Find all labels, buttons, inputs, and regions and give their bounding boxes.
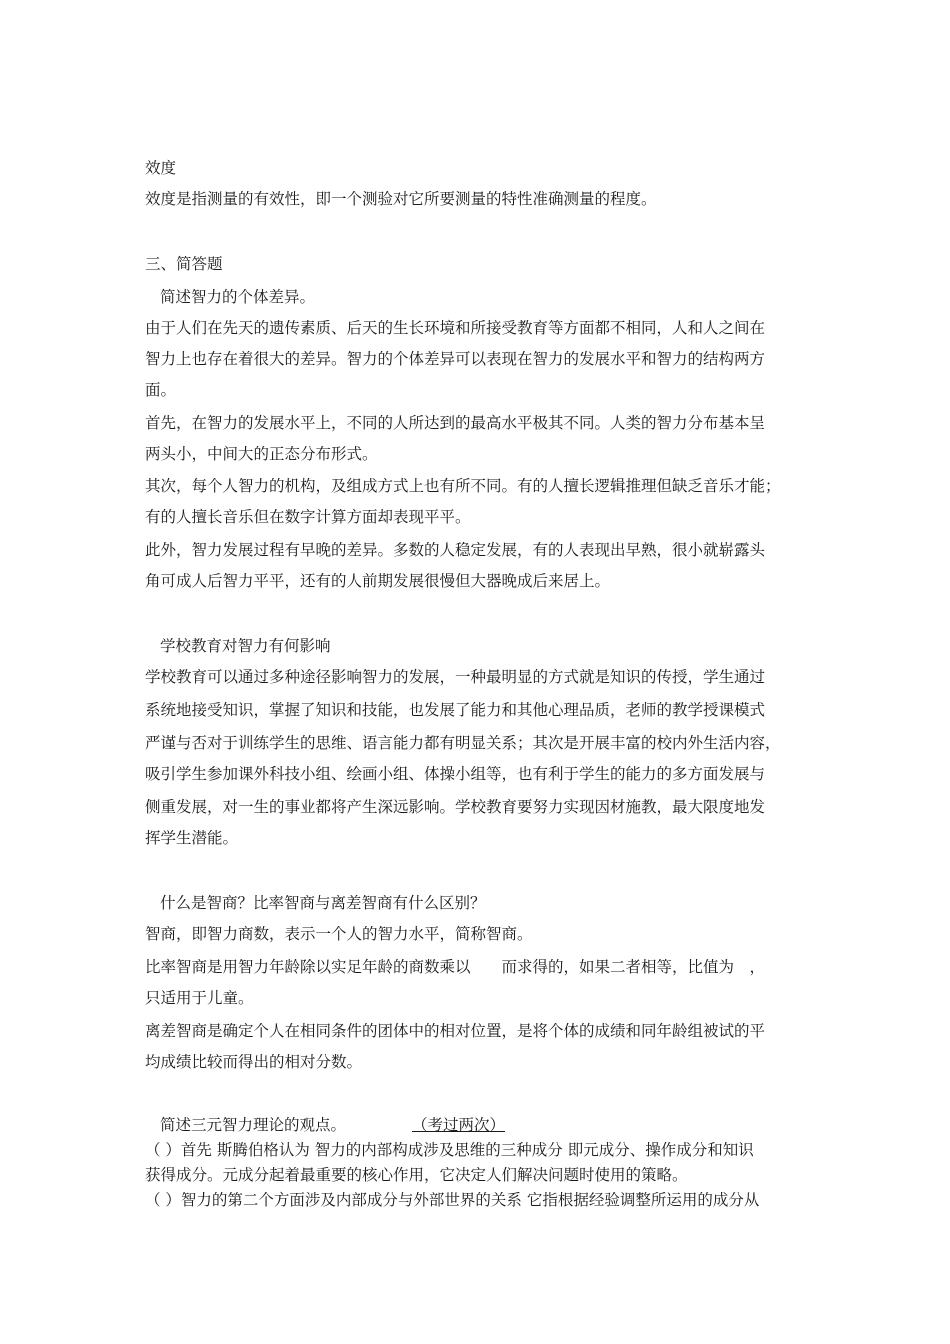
answer-line: 严谨与否对于训练学生的思维、语言能力都有明显关系；其次是开展丰富的校内外生活内容， bbox=[145, 734, 781, 752]
answer-line: 离差智商是确定个人在相同条件的团体中的相对位置，是将个体的成绩和同年龄组被试的平 bbox=[145, 1022, 766, 1040]
question-heading: 什么是智商？比率智商与离差智商有什么区别？ bbox=[160, 894, 486, 912]
answer-line: 智商，即智力商数，表示一个人的智力水平，简称智商。 bbox=[145, 925, 533, 943]
section-heading: 三、简答题 bbox=[145, 255, 223, 273]
answer-line: 角可成人后智力平平，还有的人前期发展很慢但大器晚成后来居上。 bbox=[145, 572, 611, 590]
answer-line: 只适用于儿童。 bbox=[145, 989, 254, 1007]
answer-line: 智力上也存在着很大的差异。智力的个体差异可以表现在智力的发展水平和智力的结构两方 bbox=[145, 350, 766, 368]
answer-line: 比率智商是用智力年龄除以实足年龄的商数乘以 而求得的，如果二者相等，比值为 ， bbox=[145, 958, 766, 976]
question-heading: 简述智力的个体差异。 bbox=[160, 288, 316, 306]
answer-line: 两头小，中间大的正态分布形式。 bbox=[145, 445, 378, 463]
answer-line: 首先，在智力的发展水平上，不同的人所达到的最高水平极其不同。人类的智力分布基本呈 bbox=[145, 414, 766, 432]
exam-note: （考过两次） bbox=[412, 1116, 506, 1134]
question-heading: 学校教育对智力有何影响 bbox=[160, 637, 331, 655]
answer-line: （ ）首先 斯腾伯格认为 智力的内部构成涉及思维的三种成分 即元成分、操作成分和知识 bbox=[145, 1141, 754, 1159]
answer-line: 获得成分。元成分起着最重要的核心作用，它决定人们解决问题时使用的策略。 bbox=[145, 1166, 688, 1184]
term-heading: 效度 bbox=[145, 159, 177, 177]
answer-line: 均成绩比较而得出的相对分数。 bbox=[145, 1053, 363, 1071]
question-heading: 简述三元智力理论的观点。 bbox=[160, 1116, 347, 1134]
answer-line: 此外，智力发展过程有早晚的差异。多数的人稳定发展，有的人表现出早熟，很小就崭露头 bbox=[145, 541, 766, 559]
answer-line: 由于人们在先天的遗传素质、后天的生长环境和所接受教育等方面都不相同，人和人之间在 bbox=[145, 319, 766, 337]
answer-line: 有的人擅长音乐但在数字计算方面却表现平平。 bbox=[145, 508, 471, 526]
answer-line: 挥学生潜能。 bbox=[145, 829, 239, 847]
answer-line: 学校教育可以通过多种途径影响智力的发展，一种最明显的方式就是知识的传授，学生通过 bbox=[145, 668, 766, 686]
answer-line: 吸引学生参加课外科技小组、绘画小组、体操小组等，也有利于学生的能力的多方面发展与 bbox=[145, 765, 766, 783]
answer-line: 系统地接受知识，掌握了知识和技能，也发展了能力和其他心理品质，老师的教学授课模式 bbox=[145, 701, 766, 719]
answer-line: （ ）智力的第二个方面涉及内部成分与外部世界的关系 它指根据经验调整所运用的成分从 bbox=[145, 1191, 760, 1209]
answer-line: 面。 bbox=[145, 381, 177, 399]
answer-line: 侧重发展，对一生的事业都将产生深远影响。学校教育要努力实现因材施教，最大限度地发 bbox=[145, 798, 766, 816]
answer-line: 其次，每个人智力的机构，及组成方式上也有所不同。有的人擅长逻辑推理但缺乏音乐才能； bbox=[145, 477, 781, 495]
term-definition: 效度是指测量的有效性，即一个测验对它所要测量的特性准确测量的程度。 bbox=[145, 190, 657, 208]
